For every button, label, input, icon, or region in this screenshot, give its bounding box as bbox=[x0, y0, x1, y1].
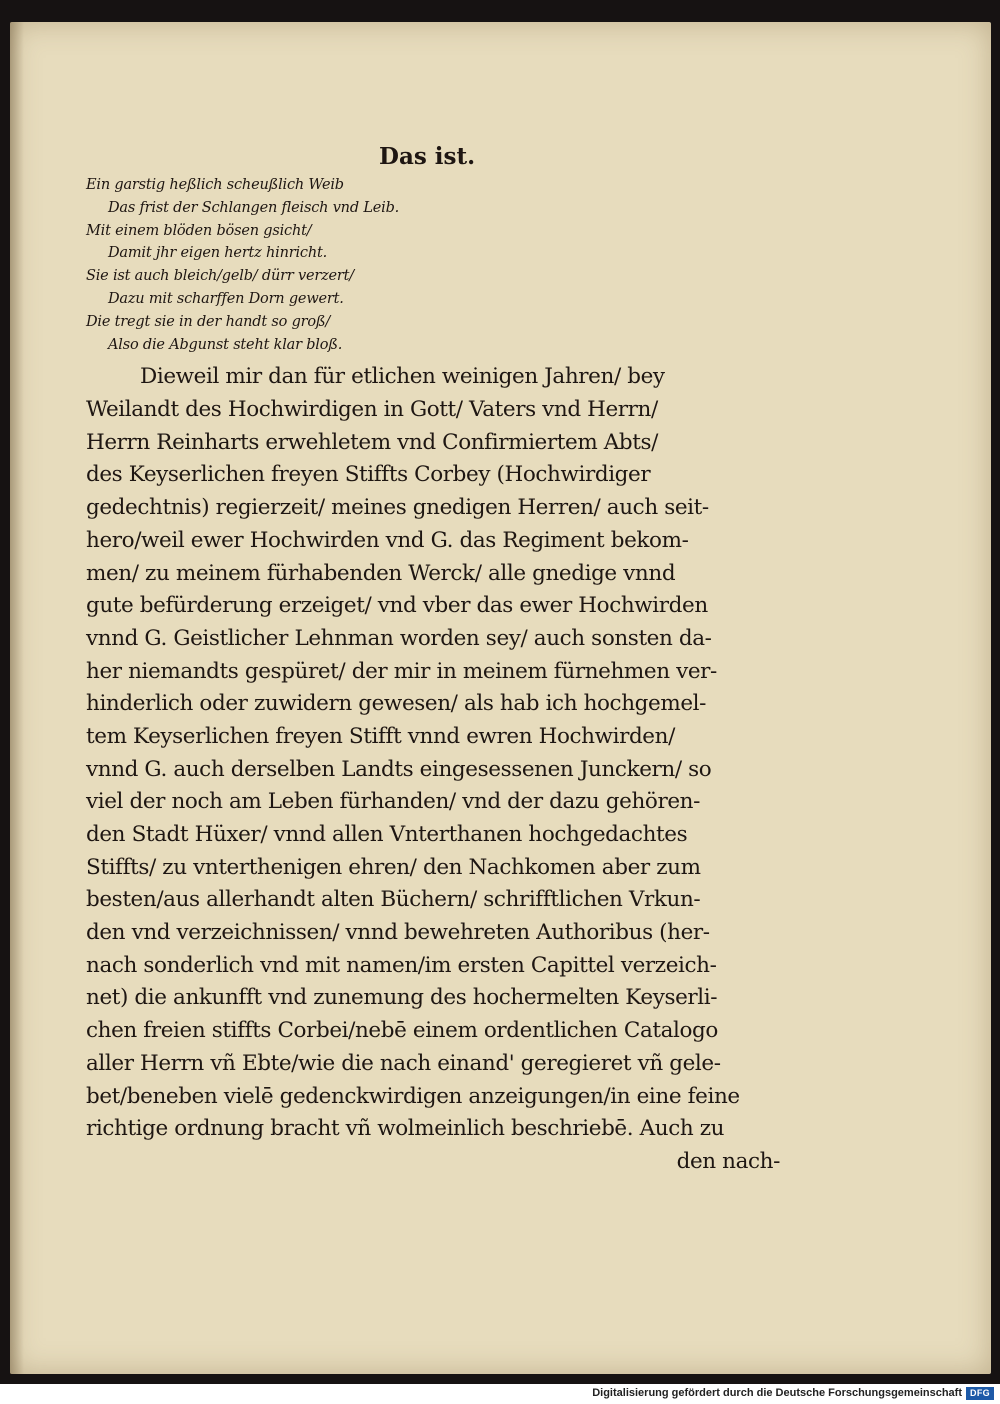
dfg-logo: DFG bbox=[966, 1387, 994, 1400]
text-line: richtige ordnung bracht vñ wolmeinlich beschriebē. Auch zu bbox=[86, 1116, 725, 1142]
verse-block bbox=[86, 174, 786, 356]
text-line: bet/beneben vielē gedenckwirdigen anzeigungen/in eine feine bbox=[86, 1083, 740, 1109]
text-line: vnnd G. Geistlicher Lehnman worden sey/ auch sonsten da- bbox=[86, 625, 712, 651]
text-line: gute befürderung erzeiget/ vnd vber das ewer Hochwirden bbox=[86, 593, 708, 619]
text-line: vnnd G. auch derselben Landts eingesessenen Junckern/ so bbox=[86, 756, 712, 782]
text-line: her niemandts gespüret/ der mir in meinem fürnehmen ver- bbox=[86, 658, 717, 684]
page-heading: Das ist. bbox=[379, 143, 476, 170]
footer-credit: Digitalisierung gefördert durch die Deutsche Forschungsgemeinschaft bbox=[592, 1387, 962, 1399]
text-line: des Keyserlichen freyen Stiffts Corbey (Hochwirdiger bbox=[86, 462, 651, 488]
verse-line: Das frist der Schlangen fleisch vnd Leib. bbox=[108, 199, 400, 216]
text-line: Stiffts/ zu vnterthenigen ehren/ den Nachkomen aber zum bbox=[86, 854, 701, 880]
text-line: gedechtnis) regierzeit/ meines gnedigen Herren/ auch seit- bbox=[86, 495, 709, 521]
text-line: den vnd verzeichnissen/ vnnd bewehreten Authoribus (her- bbox=[86, 920, 710, 946]
verse-line: Sie ist auch bleich/gelb/ dürr verzert/ bbox=[86, 268, 354, 285]
text-line: den Stadt Hüxer/ vnnd allen Vnterthanen hochgedachtes bbox=[86, 822, 688, 847]
text-line: hinderlich oder zuwidern gewesen/ als hab ich hochgemel- bbox=[86, 691, 706, 717]
book-page bbox=[10, 22, 991, 1374]
text-line: nach sonderlich vnd mit namen/im ersten Capittel verzeich- bbox=[86, 952, 717, 978]
footer-bar bbox=[0, 1384, 1000, 1404]
text-line: tem Keyserlichen freyen Stifft vnnd ewren Hochwirden/ bbox=[86, 723, 675, 749]
verse-line: Also die Abgunst steht klar bloß. bbox=[108, 336, 343, 353]
text-line: Weilandt des Hochwirdigen in Gott/ Vaters vnd Herrn/ bbox=[86, 397, 658, 423]
text-line: besten/aus allerhandt alten Büchern/ schrifftlichen Vrkun- bbox=[86, 887, 701, 913]
verse-line: Dazu mit scharffen Dorn gewert. bbox=[108, 290, 344, 307]
text-line: net) die ankunfft vnd zunemung des hochermelten Keyserli- bbox=[86, 985, 718, 1011]
text-line: hero/weil ewer Hochwirden vnd G. das Regiment bekom- bbox=[86, 527, 689, 553]
verse-line: Damit jhr eigen hertz hinricht. bbox=[108, 245, 328, 262]
text-line: men/ zu meinem fürhabenden Werck/ alle gnedige vnnd bbox=[86, 560, 676, 586]
body-paragraph bbox=[86, 361, 786, 1178]
catchword: den nach- bbox=[676, 1148, 780, 1174]
text-line: chen freien stiffts Corbei/nebē einem ordentlichen Catalogo bbox=[86, 1018, 718, 1044]
text-line: aller Herrn vñ Ebte/wie die nach einand' geregieret vñ gele- bbox=[86, 1050, 721, 1076]
verse-line: Die tregt sie in der handt so groß/ bbox=[86, 313, 331, 330]
verse-line: Mit einem blöden bösen gsicht/ bbox=[86, 222, 312, 239]
text-line: Herrn Reinharts erwehletem vnd Confirmiertem Abts/ bbox=[86, 429, 658, 455]
page-text-block bbox=[86, 140, 786, 1179]
page-gutter-shadow bbox=[10, 22, 24, 1374]
verse-line: Ein garstig heßlich scheußlich Weib bbox=[86, 177, 344, 193]
text-line: Dieweil mir dan für etlichen weinigen Jahren/ bey bbox=[140, 364, 665, 390]
text-line: viel der noch am Leben fürhanden/ vnd der dazu gehören- bbox=[86, 789, 700, 815]
